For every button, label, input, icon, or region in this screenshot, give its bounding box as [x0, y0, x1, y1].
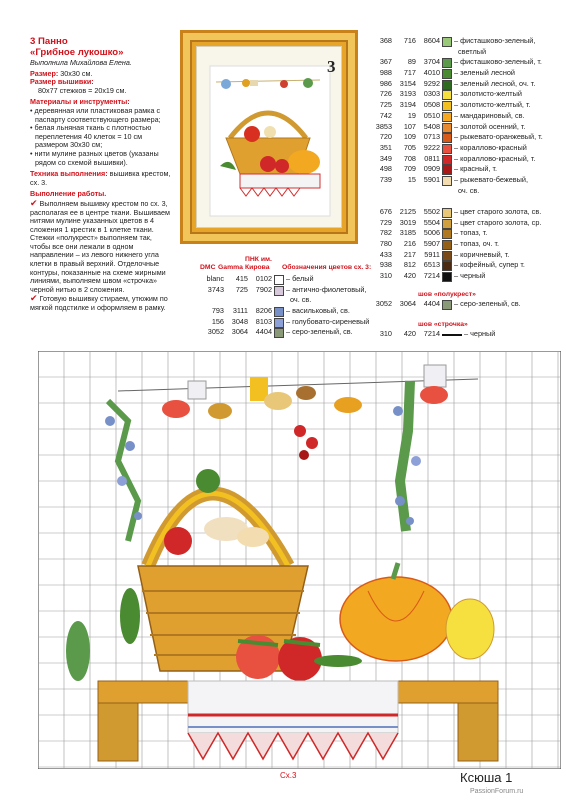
header-color-names: Обозначения цветов сх. 3: [282, 264, 372, 271]
color-swatch [442, 219, 452, 229]
photo-number: 3 [327, 57, 336, 76]
color-name: – голубовато-сиреневый [286, 316, 370, 326]
color-name: светлый [458, 46, 487, 56]
materials-title: Материалы и инструменты: [30, 97, 130, 107]
cross-stitch-chart [38, 351, 561, 769]
half-stitch-row: 3052 3064 4404 – серо-зеленый, св. [375, 299, 521, 308]
color-name: – цвет старого золота, ср. [454, 217, 542, 227]
color-name: – белый [286, 274, 314, 283]
color-swatch [442, 144, 452, 154]
materials-item: • белая льняная ткань с плотностью переплетения 40 клеток = 10 см размером 30x30 см; [30, 123, 152, 150]
color-swatch [442, 112, 452, 122]
color-swatch [442, 229, 452, 239]
header-pnk: ПНК им. Кирова [245, 256, 272, 271]
color-swatch [442, 251, 452, 261]
backstitch-label: шов «строчка» [418, 321, 468, 328]
work-paragraph-1: ✔ Выполняем вышивку крестом по сх. 3, располагая ее в центре ткани. Вышиваем нитями мулине указанных цветов в 4 сложения 1 крестик в 1 клетке ткани. Стежки «полукрест» выполняем так, чтобы все они лежали в одном направлении – из левого нижнего угла клетки в правый верхний. Отделочные контуры, показанные на схеме жирными линиями, выполняем швом «строчка» черной нитью в 2 сложения. [30, 197, 170, 294]
finished-embroidery-image [196, 46, 342, 228]
color-swatch [442, 37, 452, 47]
project-title: «Грибное лукошко» [30, 47, 124, 58]
color-swatch [442, 176, 452, 186]
color-swatch [442, 272, 452, 282]
header-dmc: DMC [200, 264, 216, 271]
instructions-column [30, 36, 172, 313]
author-credit: Выполнила Михайлова Елена. [30, 58, 132, 67]
color-name: – зеленый лесной [454, 68, 515, 78]
color-swatch [442, 133, 452, 143]
color-swatch [442, 240, 452, 250]
color-name: – кофейный, супер т. [454, 260, 525, 270]
color-name: – мандариновый, св. [454, 110, 525, 120]
work-title: Выполнение работы. [30, 189, 107, 199]
color-swatch [442, 165, 452, 175]
color-swatch [274, 286, 284, 296]
color-name: – васильковый, св. [286, 306, 350, 316]
work-paragraph-2: ✔ Готовую вышивку стираем, утюжим по мягкой подстилке и оформляем в рамку. [30, 293, 168, 313]
color-name: – антично-фиолетовый, [286, 284, 367, 294]
backstitch-row: 310 420 7214 – черный [379, 329, 496, 338]
color-swatch [442, 300, 452, 310]
color-name: – топаз, оч. т. [454, 239, 500, 249]
color-name: оч. св. [290, 295, 312, 305]
stitch-size-line: Размер вышивки: [30, 77, 94, 87]
color-swatch [442, 208, 452, 218]
color-swatch [442, 261, 452, 271]
color-name: – серо-зеленый, св. [286, 327, 353, 337]
color-name: – зеленый лесной, оч. т. [454, 78, 536, 88]
technique-line: Техника выполнения: вышивка крестом, сх. 3. [30, 169, 171, 187]
size-line: Размер: 30x30 см. [30, 68, 93, 78]
color-name: – коричневый, т. [454, 249, 510, 259]
color-swatch [442, 69, 452, 79]
color-swatch [442, 90, 452, 100]
color-swatch [442, 58, 452, 68]
magazine-name: Ксюша 1 [460, 770, 513, 785]
color-name: – рыжевато-бежевый, [454, 174, 529, 184]
backstitch-line-icon [442, 334, 462, 336]
stitch-size-value: 80x77 стежков = 20x19 см. [38, 85, 127, 95]
color-name: – фисташково-зеленый, [454, 36, 536, 45]
passe-partout [196, 46, 342, 228]
color-swatch [274, 318, 284, 328]
color-name: – кораллово-красный [454, 142, 527, 152]
color-swatch [442, 155, 452, 165]
check-icon: ✔ [30, 197, 38, 208]
color-name: – топаз, т. [454, 228, 488, 238]
chart-caption: Сх.3 [280, 771, 297, 780]
color-swatch [442, 123, 452, 133]
project-number: 3 Панно [30, 36, 68, 47]
color-swatch [442, 80, 452, 90]
color-swatch [442, 101, 452, 111]
color-swatch [274, 275, 284, 285]
header-gamma: Gamma [218, 264, 243, 271]
color-swatch [274, 307, 284, 317]
color-name: – кораллово-красный, т. [454, 153, 536, 163]
color-name: – золотой осенний, т. [454, 121, 526, 131]
materials-item: • нити мулине разных цветов (указаны рядом со схемой вышивки). [30, 148, 159, 167]
color-name: – красный, т. [454, 164, 498, 174]
color-name: – цвет старого золота, св. [454, 207, 542, 216]
materials-item: • деревянная или пластиковая рамка с паспарту соответствующего размера; [30, 105, 161, 124]
color-name: – черный [454, 271, 486, 281]
watermark-site: PassionForum.ru [470, 788, 524, 795]
color-name: – золотисто-желтый [454, 89, 522, 99]
half-stitch-label: шов «полукрест» [418, 291, 476, 298]
color-swatch [274, 328, 284, 338]
color-name: – золотисто-желтый, т. [454, 100, 531, 110]
color-name: – фисташково-зеленый, т. [454, 57, 542, 67]
check-icon: ✔ [30, 293, 38, 304]
color-name: оч. св. [458, 185, 480, 195]
color-name: – рыжевато-оранжевый, т. [454, 132, 543, 142]
